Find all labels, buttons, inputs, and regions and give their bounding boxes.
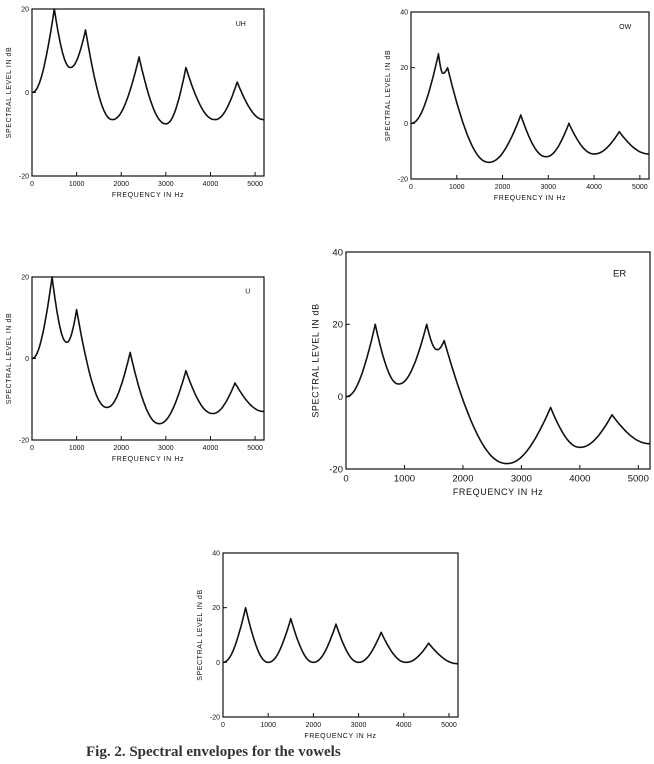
x-tick-label: 0	[343, 473, 349, 485]
y-tick-label: 20	[21, 6, 29, 14]
chart-ow	[383, 3, 654, 203]
y-tick-label: -20	[397, 176, 408, 184]
x-tick-label: 1000	[68, 181, 85, 188]
x-tick-label: 5000	[247, 445, 263, 452]
x-axis-label: FREQUENCY IN Hz	[304, 733, 377, 740]
spectral-envelope-line	[411, 54, 649, 163]
y-tick-label: -20	[18, 437, 29, 445]
x-tick-label: 1000	[448, 184, 465, 191]
x-tick-label: 5000	[247, 181, 263, 188]
x-tick-label: 3000	[350, 722, 367, 729]
x-tick-label: 3000	[510, 473, 532, 485]
x-axis-label: FREQUENCY IN Hz	[452, 487, 544, 497]
chart-svg	[0, 268, 270, 468]
x-tick-label: 2000	[113, 181, 130, 188]
x-tick-label: 2000	[113, 445, 130, 452]
plot-frame	[411, 12, 649, 179]
x-tick-label: 0	[221, 722, 225, 729]
x-tick-label: 4000	[202, 181, 219, 188]
x-tick-label: 1000	[393, 473, 416, 485]
y-tick-label: 20	[332, 319, 343, 331]
x-tick-label: 5000	[441, 722, 457, 729]
chart-uh	[0, 0, 270, 205]
chart-svg	[383, 3, 654, 203]
x-axis-label: FREQUENCY IN Hz	[111, 192, 185, 199]
spectral-envelope-line	[32, 9, 264, 124]
y-tick-label: 20	[400, 65, 408, 73]
y-tick-label: -20	[209, 714, 220, 722]
vowel-label: U	[245, 288, 251, 296]
x-tick-label: 5000	[627, 473, 649, 485]
x-tick-label: 3000	[158, 181, 174, 188]
x-tick-label: 3000	[158, 445, 174, 452]
chart-er	[306, 243, 654, 503]
y-tick-label: 0	[337, 391, 343, 403]
x-tick-label: 2000	[452, 473, 474, 485]
y-axis-label: SPECTRAL LEVEL IN dB	[197, 589, 205, 681]
y-tick-label: 0	[25, 355, 29, 363]
y-tick-label: 0	[216, 659, 220, 667]
y-tick-label: 20	[212, 605, 220, 613]
chart-u	[0, 268, 270, 468]
y-axis-label: SPECTRAL LEVEL IN dB	[6, 312, 14, 405]
x-tick-label: 1000	[68, 445, 85, 452]
x-tick-label: 4000	[569, 473, 591, 485]
spectral-envelope-line	[32, 277, 264, 424]
chart-unlabeled	[190, 545, 462, 745]
spectral-envelope-line	[346, 324, 650, 463]
x-tick-label: 5000	[632, 184, 648, 191]
plot-frame	[32, 277, 264, 440]
x-tick-label: 3000	[540, 184, 557, 191]
x-tick-label: 2000	[305, 722, 322, 729]
figure-caption: Fig. 2. Spectral envelopes for the vowels	[86, 744, 341, 760]
x-tick-label: 4000	[202, 445, 219, 452]
y-tick-label: -20	[18, 173, 29, 181]
vowel-label: ER	[612, 268, 627, 280]
y-tick-label: 0	[25, 89, 29, 97]
y-tick-label: 40	[332, 247, 343, 259]
plot-frame	[346, 252, 650, 469]
y-axis-label: SPECTRAL LEVEL IN dB	[310, 303, 321, 418]
y-tick-label: 40	[400, 9, 408, 17]
y-tick-label: 20	[21, 274, 29, 282]
x-tick-label: 1000	[260, 722, 276, 729]
y-tick-label: 40	[212, 550, 220, 558]
y-axis-label: SPECTRAL LEVEL IN dB	[385, 49, 393, 142]
x-tick-label: 2000	[494, 184, 511, 191]
x-axis-label: FREQUENCY IN Hz	[111, 456, 185, 463]
vowel-label: UH	[235, 20, 246, 28]
chart-svg	[0, 0, 270, 205]
x-tick-label: 4000	[586, 184, 602, 191]
chart-svg	[190, 545, 462, 745]
x-tick-label: 0	[30, 181, 34, 188]
chart-svg	[306, 243, 654, 503]
x-tick-label: 0	[409, 184, 413, 191]
y-axis-label: SPECTRAL LEVEL IN dB	[6, 46, 14, 139]
x-axis-label: FREQUENCY IN Hz	[493, 195, 567, 202]
vowel-label: OW	[619, 23, 632, 31]
y-tick-label: -20	[329, 464, 343, 476]
y-tick-label: 0	[404, 120, 408, 128]
spectral-envelope-line	[223, 608, 458, 664]
x-tick-label: 0	[30, 445, 34, 452]
x-tick-label: 4000	[395, 722, 412, 729]
